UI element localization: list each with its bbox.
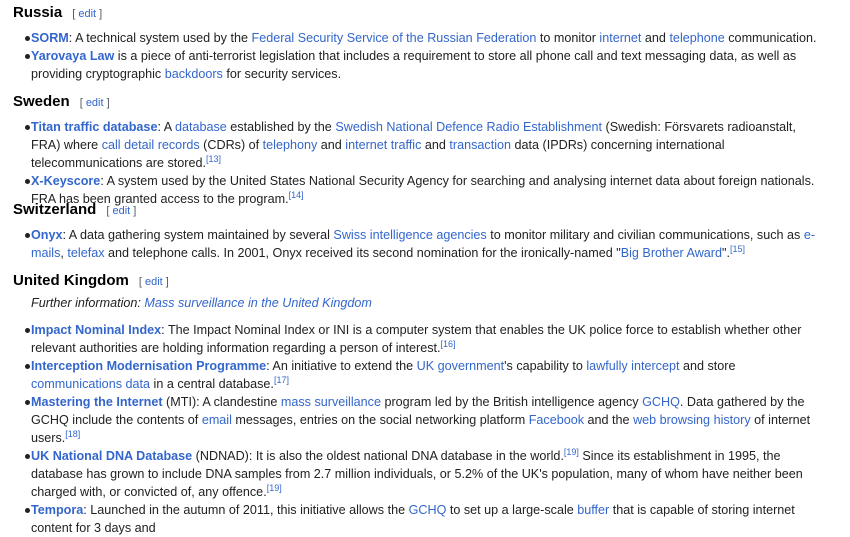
text-run: United Kingdom xyxy=(13,272,129,289)
link-web-browsing-history[interactable]: web browsing history xyxy=(633,413,751,427)
link-e-mails[interactable]: e-mails xyxy=(31,228,816,260)
list-item-titan xyxy=(0,118,850,172)
link-big-brother-award[interactable]: Big Brother Award xyxy=(620,246,722,260)
link-telefax[interactable]: telefax xyxy=(67,246,105,260)
link-facebook[interactable]: Facebook xyxy=(528,413,585,427)
link-x-keyscore[interactable]: X-Keyscore xyxy=(31,174,101,188)
edit-link[interactable]: edit xyxy=(144,276,163,288)
text-run: Russia xyxy=(13,4,63,21)
text-run: established by the xyxy=(226,120,336,134)
text-run: (Swedish: Försvarets radioanstalt, FRA) where xyxy=(31,120,796,152)
list-item-onyx xyxy=(0,226,850,262)
list-item-impact-nominal-index xyxy=(0,321,850,357)
reference-14[interactable]: [14] xyxy=(288,189,304,200)
text-run: and store xyxy=(679,359,736,373)
edit-section-link xyxy=(80,97,110,109)
link-swiss-intelligence-agencies[interactable]: Swiss intelligence agencies xyxy=(333,228,487,242)
link-mastering-the-internet[interactable]: Mastering the Internet xyxy=(31,395,163,409)
link-telephone[interactable]: telephone xyxy=(669,31,725,45)
reference-19[interactable]: [19] xyxy=(563,446,579,457)
link-gchq[interactable]: GCHQ xyxy=(408,503,447,517)
text-run: : A xyxy=(157,120,175,134)
link-database[interactable]: database xyxy=(174,120,227,134)
reference-18[interactable]: [18] xyxy=(65,428,81,439)
text-run: data (IPDRs) concerning international telecommunications are stored. xyxy=(31,138,725,170)
text-run: Further information: xyxy=(31,296,145,310)
text-run: and the xyxy=(584,413,634,427)
text-run: for security services. xyxy=(222,67,342,81)
russia-list xyxy=(0,29,850,83)
link-onyx[interactable]: Onyx xyxy=(31,228,63,242)
reference-15[interactable]: [15] xyxy=(729,243,745,254)
link-mass-surveillance-uk[interactable]: Mass surveillance in the United Kingdom xyxy=(144,296,372,310)
text-run: of internet users. xyxy=(31,413,811,445)
list-item-uk-national-dna-database xyxy=(0,447,850,501)
text-run: to monitor xyxy=(536,31,600,45)
reference-13[interactable]: [13] xyxy=(206,153,222,164)
link-yarovaya-law[interactable]: Yarovaya Law xyxy=(31,49,115,63)
text-run: (MTI): A clandestine xyxy=(162,395,281,409)
list-item-tempora xyxy=(0,501,850,537)
link-interception-modernisation-programme[interactable]: Interception Modernisation Programme xyxy=(31,359,267,373)
link-impact-nominal-index[interactable]: Impact Nominal Index xyxy=(31,323,162,337)
link-titan-traffic-database[interactable]: Titan traffic database xyxy=(31,120,158,134)
link-lawfully-intercept[interactable]: lawfully intercept xyxy=(586,359,680,373)
text-run: is a piece of anti-terrorist legislation that includes a requirement to store all phone call and text messaging data, as well as providing cryptographic xyxy=(31,49,797,81)
link-uk-national-dna-database[interactable]: UK National DNA Database xyxy=(31,449,193,463)
text-run: [ xyxy=(106,205,113,217)
text-run: ] xyxy=(103,97,110,109)
edit-section-link xyxy=(106,205,136,217)
section-heading-united-kingdom xyxy=(13,270,850,293)
text-run: : A technical system used by the xyxy=(68,31,252,45)
section-heading-russia xyxy=(13,2,850,25)
list-item-sorm xyxy=(0,29,850,47)
text-run: . Data gathered by the GCHQ include the contents of xyxy=(31,395,805,427)
text-run: ". xyxy=(722,246,730,260)
section-heading-sweden xyxy=(13,91,850,114)
text-run: [ xyxy=(72,8,79,20)
link-buffer[interactable]: buffer xyxy=(577,503,610,517)
text-run: that is capable of storing internet content for 3 days and xyxy=(31,503,795,535)
text-run: and xyxy=(317,138,346,152)
link-tempora[interactable]: Tempora xyxy=(31,503,84,517)
text-run: messages, entries on the social networking platform xyxy=(231,413,529,427)
link-mass-surveillance[interactable]: mass surveillance xyxy=(280,395,381,409)
text-run: to set up a large-scale xyxy=(446,503,578,517)
link-email[interactable]: email xyxy=(201,413,232,427)
further-information-note xyxy=(0,294,850,312)
edit-section-link xyxy=(139,276,169,288)
section-russia xyxy=(0,2,850,83)
link-fra[interactable]: Swedish National Defence Radio Establishment xyxy=(335,120,603,134)
text-run: and telephone calls. In 2001, Onyx received its second nomination for the ironically-named " xyxy=(104,246,621,260)
reference-17[interactable]: [17] xyxy=(273,374,289,385)
edit-link[interactable]: edit xyxy=(85,97,104,109)
text-run: (CDRs) of xyxy=(199,138,263,152)
text-run: ] xyxy=(162,276,169,288)
switzerland-list xyxy=(0,226,850,262)
text-run: [ xyxy=(79,97,86,109)
reference-19[interactable]: [19] xyxy=(266,482,282,493)
text-run: ] xyxy=(130,205,137,217)
section-switzerland xyxy=(0,199,850,262)
link-transaction[interactable]: transaction xyxy=(449,138,511,152)
link-fsb[interactable]: Federal Security Service of the Russian Federation xyxy=(251,31,537,45)
link-internet[interactable]: internet xyxy=(599,31,642,45)
edit-section-link xyxy=(72,8,102,20)
section-united-kingdom xyxy=(0,270,850,537)
reference-16[interactable]: [16] xyxy=(440,338,456,349)
text-run: : A system used by the United States National Security Agency for searching and analysing internet data about foreign nationals. FRA has been granted access to the program. xyxy=(31,174,815,206)
text-run: : Launched in the autumn of 2011, this initiative allows the xyxy=(83,503,409,517)
sweden-list xyxy=(0,118,850,208)
link-internet-traffic[interactable]: internet traffic xyxy=(345,138,422,152)
text-run: 's capability to xyxy=(504,359,587,373)
link-telephony[interactable]: telephony xyxy=(262,138,318,152)
edit-link[interactable]: edit xyxy=(112,205,131,217)
text-run: and xyxy=(641,31,670,45)
text-run: Since its establishment in 1995, the database has grown to include DNA samples from 2.7 million individuals, or 5.2% of the UK's population, many of whom have neither been charged with, or convicted of, any offence. xyxy=(31,449,803,499)
link-sorm[interactable]: SORM xyxy=(31,31,69,45)
section-heading-switzerland xyxy=(13,199,850,222)
list-item-yarovaya-law xyxy=(0,47,850,83)
text-run: : The Impact Nominal Index or INI is a computer system that enables the UK police force to establish whether other relevant authorities are holding information regarding a person of interest. xyxy=(31,323,802,355)
list-item-interception-modernisation xyxy=(0,357,850,393)
text-run: in a central database. xyxy=(150,377,274,391)
text-run: ] xyxy=(96,8,103,20)
text-run: [ xyxy=(138,276,145,288)
link-uk-government[interactable]: UK government xyxy=(416,359,505,373)
text-run: : A data gathering system maintained by several xyxy=(62,228,334,242)
text-run: program led by the British intelligence agency xyxy=(380,395,643,409)
text-run: communication. xyxy=(724,31,817,45)
section-sweden xyxy=(0,91,850,208)
text-run: to monitor military and civilian communications, such as xyxy=(486,228,804,242)
link-backdoors[interactable]: backdoors xyxy=(164,67,223,81)
link-gchq[interactable]: GCHQ xyxy=(642,395,680,409)
uk-list xyxy=(0,321,850,537)
text-run: : An initiative to extend the xyxy=(266,359,417,373)
link-communications-data[interactable]: communications data xyxy=(31,377,151,391)
text-run: , xyxy=(60,246,68,260)
text-run: (NDNAD): It is also the oldest national DNA database in the world. xyxy=(192,449,564,463)
text-run: Sweden xyxy=(13,93,70,110)
edit-link[interactable]: edit xyxy=(78,8,97,20)
text-run: Switzerland xyxy=(13,201,97,218)
list-item-mastering-the-internet xyxy=(0,393,850,447)
text-run: and xyxy=(421,138,450,152)
link-call-detail-records[interactable]: call detail records xyxy=(101,138,200,152)
